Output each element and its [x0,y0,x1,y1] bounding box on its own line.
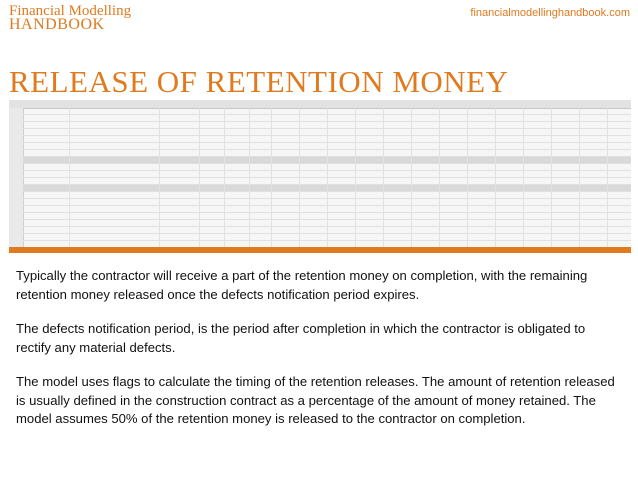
sheet-column-divider [439,108,440,247]
paragraph-defects-period: The defects notification period, is the period after completion in which the contractor is obligated to rectify any material defects. [16,321,586,355]
sheet-column-divider [69,108,70,247]
sheet-column-divider [327,108,328,247]
sheet-column-divider [249,108,250,247]
sheet-column-divider [467,108,468,247]
brand-line-1: Financial Modelling [9,3,132,19]
spreadsheet-grid [9,100,631,247]
sheet-column-divider [523,108,524,247]
sheet-column-divider [224,108,225,247]
sheet-column-divider [551,108,552,247]
sheet-column-divider [159,108,160,247]
spreadsheet-screenshot [9,100,631,253]
sheet-column-divider [579,108,580,247]
page-title: RELEASE OF RETENTION MONEY [9,64,509,99]
sheet-column-divider [271,108,272,247]
brand-logo [9,4,131,32]
paragraph-model-flags: The model uses flags to calculate the timing of the retention releases. The amount of retention released is usually defined in the construction contract as a percentage of the amount of money retained. The model assumes 50% of the retention money is released to the contractor on completion. [16,374,615,426]
site-url[interactable]: financialmodellinghandbook.com [470,7,630,19]
sheet-column-divider [411,108,412,247]
sheet-column-divider [199,108,200,247]
sheet-column-divider [607,108,608,247]
sheet-column-divider [383,108,384,247]
row-header-bar [9,108,24,247]
brand-line-2: HANDBOOK [9,16,105,33]
sheet-column-divider [495,108,496,247]
sheet-column-divider [299,108,300,247]
sheet-column-divider [355,108,356,247]
paragraph-retention-completion: Typically the contractor will receive a part of the retention money on completion, with the remaining retention money released once the defects notification period expires. [16,268,588,302]
